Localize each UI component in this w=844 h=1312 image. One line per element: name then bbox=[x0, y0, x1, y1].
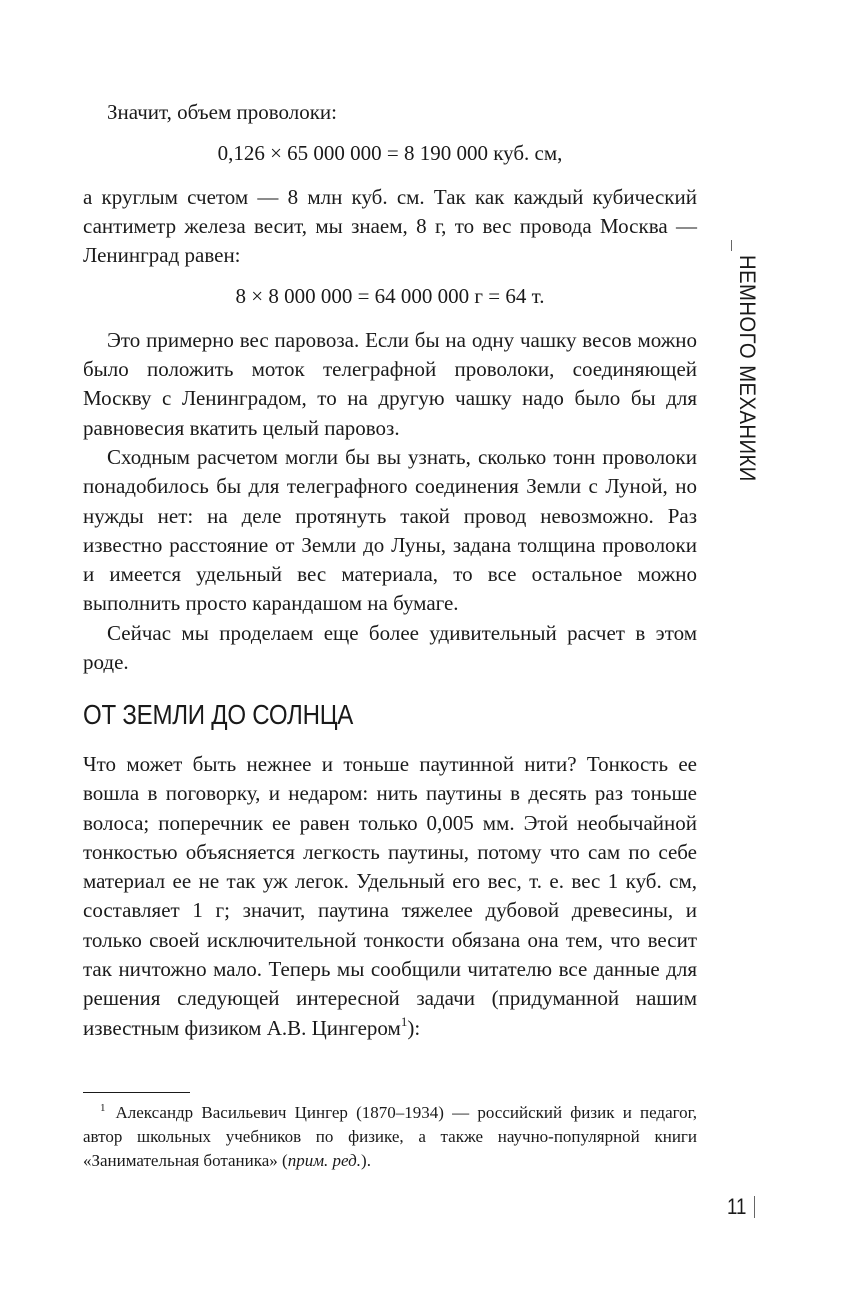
footnote-marker: 1 bbox=[100, 1102, 106, 1114]
paragraph-locomotive: Это примерно вес паровоза. Если бы на одну чашку весов можно было положить моток телеграфной проволоки, соединяющей Москву с Ленинградом, то на другую чашку надо было бы для равновесия вкатить целый паровоз. bbox=[83, 327, 697, 440]
paragraph-moon: Сходным расчетом могли бы вы узнать, сколько тонн проволоки понадобилось бы для телеграфного соединения Земли с Луной, но нужды нет: на деле протянуть такой провод невозможно. Раз известно расстояние от Земли до Луны, задана толщина проволоки и имеется удельный вес материала, то все остальное можно выполнить просто карандашом на бумаге. bbox=[83, 444, 697, 616]
paragraph-intro: Значит, объем проволоки: bbox=[107, 100, 338, 124]
footnote-reference: 1 bbox=[400, 1013, 408, 1029]
running-title-block bbox=[728, 240, 768, 480]
paragraph-spider-web bbox=[83, 750, 697, 1043]
body-text-section-1 bbox=[83, 98, 697, 677]
paragraph-next-calc: Сейчас мы проделаем еще более удивительный расчет в этом роде. bbox=[83, 620, 697, 675]
paragraph-spider-web-text: Что может быть нежнее и тоньше паутинной нити? Тонкость ее вошла в поговорку, и недаром: нить паутины в десять раз тоньше волоса; поперечник ее равен только 0,005 мм. Этой необычайной тонкостью объясняется легкость паутины, потому что сам по себе материал ее не так уж легок. Удельный его вес, т. е. вес 1 куб. см, составляет 1 г; значит, паутина тяжелее дубовой древесины, и только своей исключительной тонкости обязана она тем, что весит так ничтожно мало. Теперь мы сообщили читателю все данные для решения следующей интересной задачи (придуманной нашим известным физиком А.В. Цингером bbox=[83, 752, 697, 1040]
formula-volume: 0,126 × 65 000 000 = 8 190 000 куб. см, bbox=[217, 141, 563, 166]
formula-weight: 8 × 8 000 000 = 64 000 000 г = 64 т. bbox=[235, 284, 545, 309]
running-title: НЕМНОГО МЕХАНИКИ bbox=[735, 255, 760, 482]
paragraph-after-formula: а круглым счетом — 8 млн куб. см. Так как каждый кубический сантиметр железа весит, мы знаем, 8 г, то вес провода Москва — Ленинград равен: bbox=[83, 184, 697, 268]
body-text-section-2 bbox=[83, 750, 697, 1043]
section-heading: ОТ ЗЕМЛИ ДО СОЛНЦА bbox=[83, 699, 354, 730]
paragraph-spider-web-tail: ): bbox=[407, 1015, 421, 1040]
running-title-rule bbox=[731, 240, 732, 251]
footnote-tail: ). bbox=[361, 1151, 371, 1170]
page-number-rule bbox=[754, 1196, 755, 1218]
page-number: 11 bbox=[727, 1194, 747, 1219]
footnote-editor-note: прим. ред. bbox=[287, 1151, 362, 1170]
footnote bbox=[83, 1101, 697, 1173]
footnote-divider bbox=[83, 1092, 190, 1093]
footnote-text: Александр Васильевич Цингер (1870–1934) — российский физик и педагог, автор школьных учебников по физике, а также научно-популярной книги «Занимательная ботаника» ( bbox=[83, 1103, 697, 1170]
